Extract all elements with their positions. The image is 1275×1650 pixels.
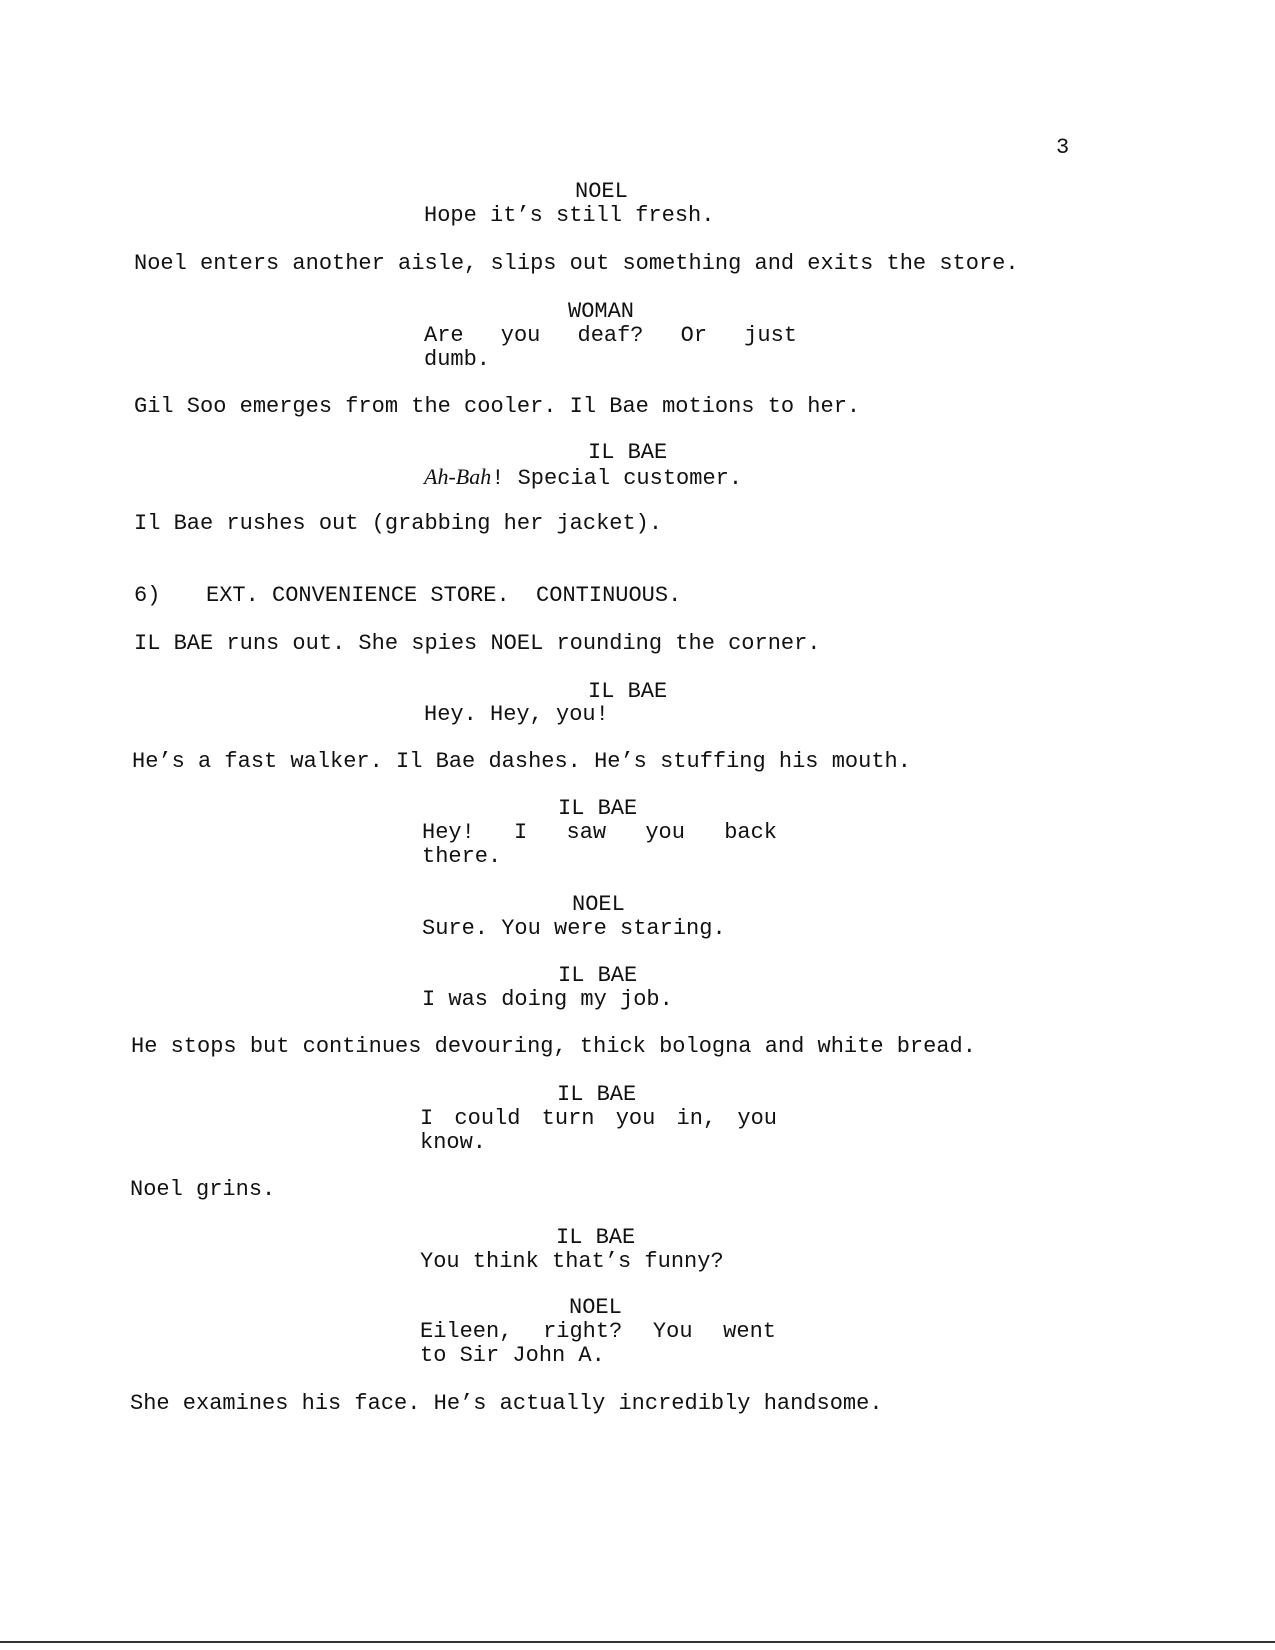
scene-heading: EXT. CONVENIENCE STORE. CONTINUOUS. [206,583,682,608]
character-name: NOEL [569,1295,622,1320]
dialogue-text: ! Special customer. [491,466,743,491]
character-name: IL BAE [558,796,638,821]
action-line: Gil Soo emerges from the cooler. Il Bae motions to her. [134,394,861,419]
dialogue-line: Hey! I saw you back [422,820,777,845]
dialogue-line: to Sir John A. [420,1343,605,1368]
dialogue-line: Sure. You were staring. [422,916,726,941]
character-name: IL BAE [557,1082,637,1107]
dialogue-line: I could turn you in, you [420,1106,777,1131]
character-name: NOEL [575,179,628,204]
dialogue-line [424,465,742,491]
dialogue-line: there. [422,844,502,869]
dialogue-line: Hope it’s still fresh. [424,203,715,228]
character-name: IL BAE [588,679,668,704]
action-line: He’s a fast walker. Il Bae dashes. He’s stuffing his mouth. [132,749,911,774]
action-line: He stops but continues devouring, thick bologna and white bread. [131,1034,976,1059]
scene-number: 6) [134,583,161,608]
dialogue-emphasis: Ah-Bah [424,464,492,489]
action-line: Il Bae rushes out (grabbing her jacket). [134,511,663,536]
character-name: WOMAN [568,299,635,324]
dialogue-line: I was doing my job. [422,987,673,1012]
action-line: Noel enters another aisle, slips out something and exits the store. [134,251,1019,276]
page-number: 3 [1056,135,1070,160]
scan-edge [0,1641,1275,1643]
dialogue-line: Are you deaf? Or just [424,323,797,348]
dialogue-line: dumb. [424,347,491,372]
dialogue-line: You think that’s funny? [420,1249,724,1274]
action-line: She examines his face. He’s actually incredibly handsome. [130,1391,883,1416]
dialogue-line: Hey. Hey, you! [424,702,609,727]
action-line: IL BAE runs out. She spies NOEL rounding the corner. [134,631,821,656]
character-name: NOEL [572,892,625,917]
action-line: Noel grins. [130,1177,276,1202]
dialogue-line: know. [420,1130,487,1155]
character-name: IL BAE [588,440,668,465]
character-name: IL BAE [558,963,638,988]
character-name: IL BAE [556,1225,636,1250]
dialogue-line: Eileen, right? You went [420,1319,776,1344]
